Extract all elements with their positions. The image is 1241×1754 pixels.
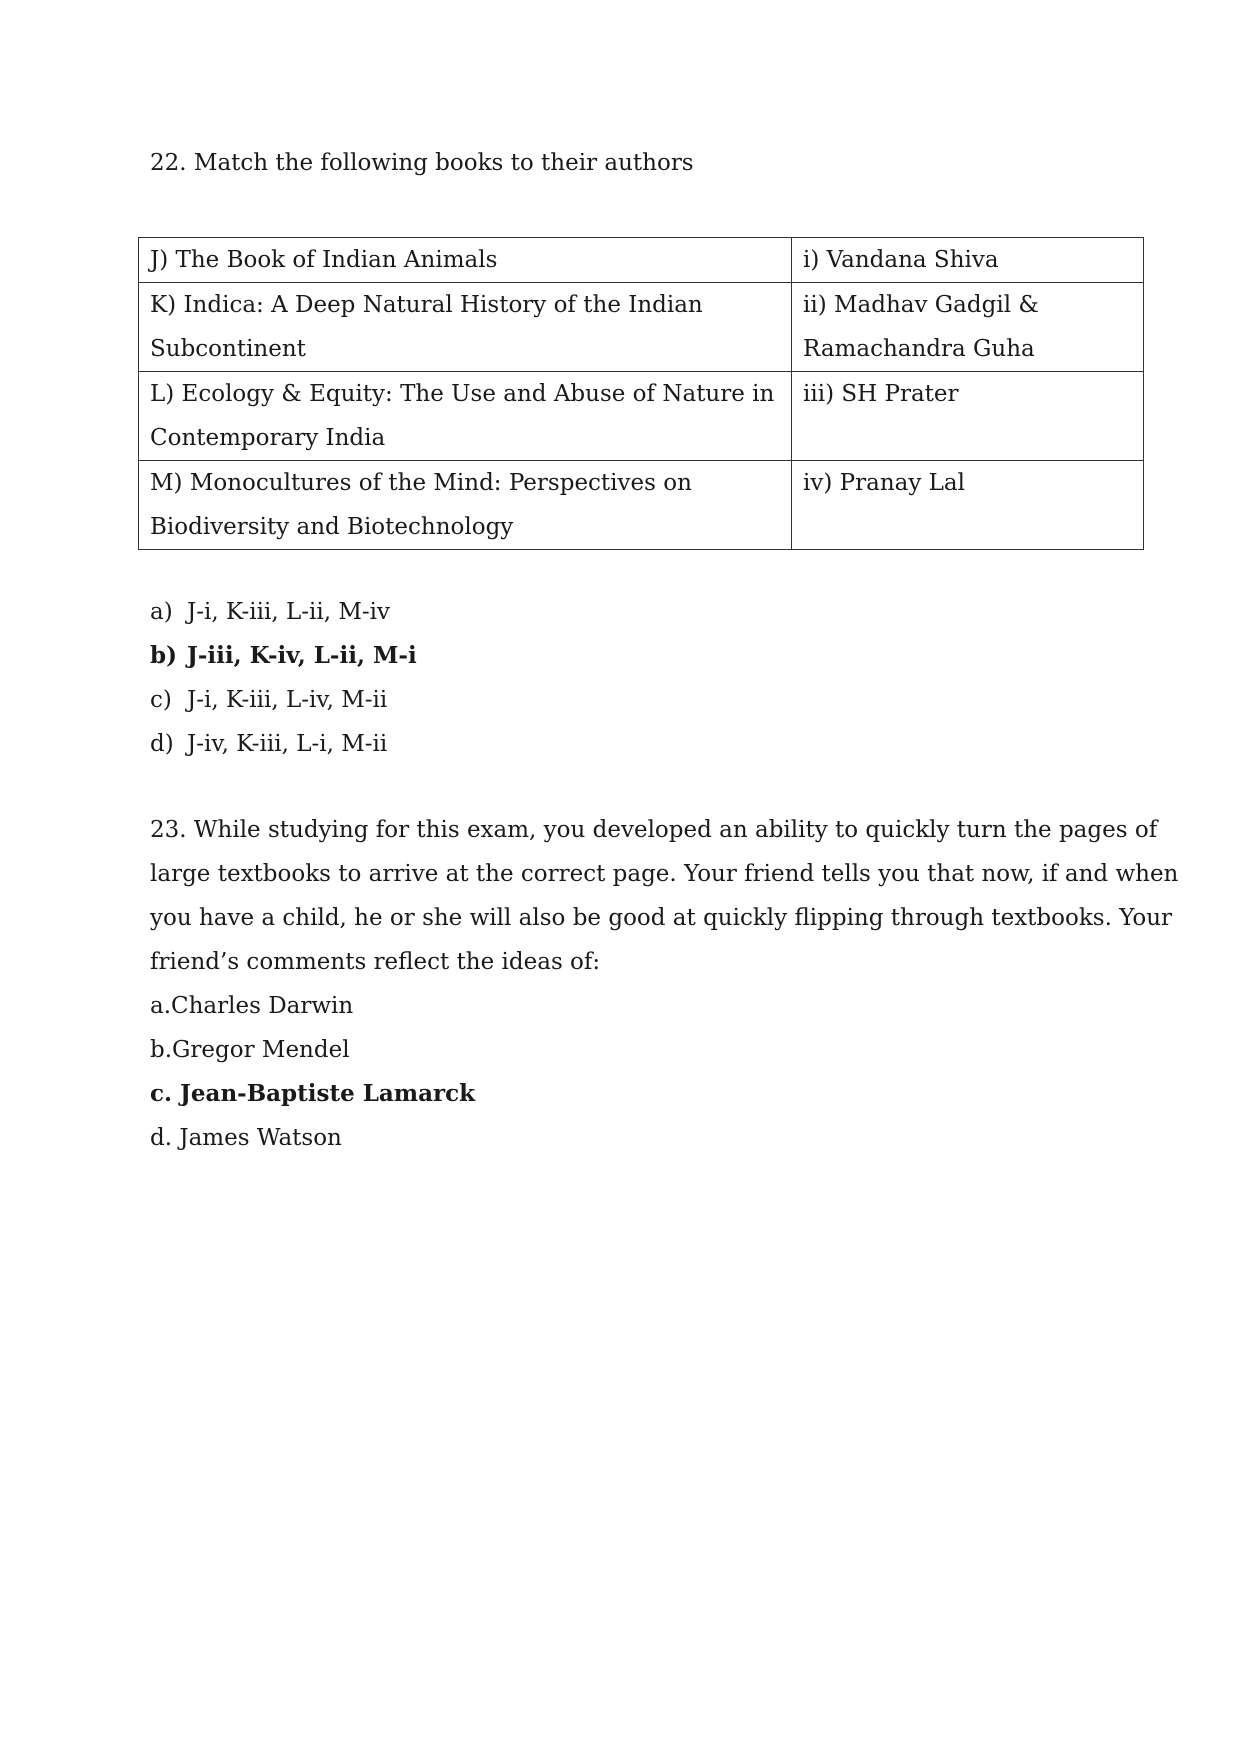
match-table — [138, 237, 1144, 550]
book-title: M) Monocultures of the Mind: Perspectives on — [150, 470, 692, 496]
book-title: K) Indica: A Deep Natural History of the Indian — [150, 292, 703, 318]
answer-choice-d: d. James Watson — [150, 1125, 342, 1151]
book-cell — [139, 372, 792, 461]
author-cell — [792, 238, 1144, 283]
author-cell — [792, 461, 1144, 550]
author-name: iii) SH Prater — [803, 381, 959, 407]
question-23-text: 23. While studying for this exam, you developed an ability to quickly turn the pages of — [150, 817, 1158, 843]
answer-option-d — [150, 722, 417, 766]
answer-option-c — [150, 678, 417, 722]
book-title: Biodiversity and Biotechnology — [150, 514, 514, 540]
book-cell — [139, 461, 792, 550]
option-text: J-iii, K-iv, L-ii, M-i — [187, 642, 417, 669]
book-title: L) Ecology & Equity: The Use and Abuse of Nature in — [150, 381, 775, 407]
answer-choice-a: a.Charles Darwin — [150, 993, 354, 1019]
table-row — [139, 238, 1144, 283]
answer-option-a — [150, 590, 417, 634]
author-name: Ramachandra Guha — [803, 336, 1035, 362]
option-letter: c) — [150, 687, 172, 713]
option-letter: b) — [150, 642, 177, 669]
option-letter: a) — [150, 599, 173, 625]
question-23-text: you have a child, he or she will also be good at quickly flipping through textbooks. Your — [150, 905, 1173, 931]
author-name: ii) Madhav Gadgil & — [803, 292, 1039, 318]
book-title: Contemporary India — [150, 425, 386, 451]
table-row — [139, 461, 1144, 550]
question-22-title: 22. Match the following books to their authors — [150, 150, 694, 176]
author-name: iv) Pranay Lal — [803, 470, 965, 496]
option-text: J-i, K-iii, L-ii, M-iv — [187, 599, 390, 625]
book-cell — [139, 238, 792, 283]
option-text: J-i, K-iii, L-iv, M-ii — [187, 687, 388, 713]
author-cell — [792, 372, 1144, 461]
book-cell — [139, 283, 792, 372]
answer-choice-b: b.Gregor Mendel — [150, 1037, 350, 1063]
answer-option-b — [150, 634, 417, 678]
author-cell — [792, 283, 1144, 372]
table-row — [139, 283, 1144, 372]
question-23-text: large textbooks to arrive at the correct page. Your friend tells you that now, if and when — [150, 861, 1179, 887]
question-22-options — [150, 590, 417, 766]
author-name: i) Vandana Shiva — [803, 247, 999, 273]
option-text: J-iv, K-iii, L-i, M-ii — [187, 731, 388, 757]
answer-choice-c: c. Jean-Baptiste Lamarck — [150, 1080, 476, 1107]
option-letter: d) — [150, 731, 174, 757]
question-23 — [150, 808, 1179, 1160]
book-title: Subcontinent — [150, 336, 306, 362]
book-title: J) The Book of Indian Animals — [150, 247, 498, 273]
table-row — [139, 372, 1144, 461]
question-23-text: friend’s comments reflect the ideas of: — [150, 949, 601, 975]
